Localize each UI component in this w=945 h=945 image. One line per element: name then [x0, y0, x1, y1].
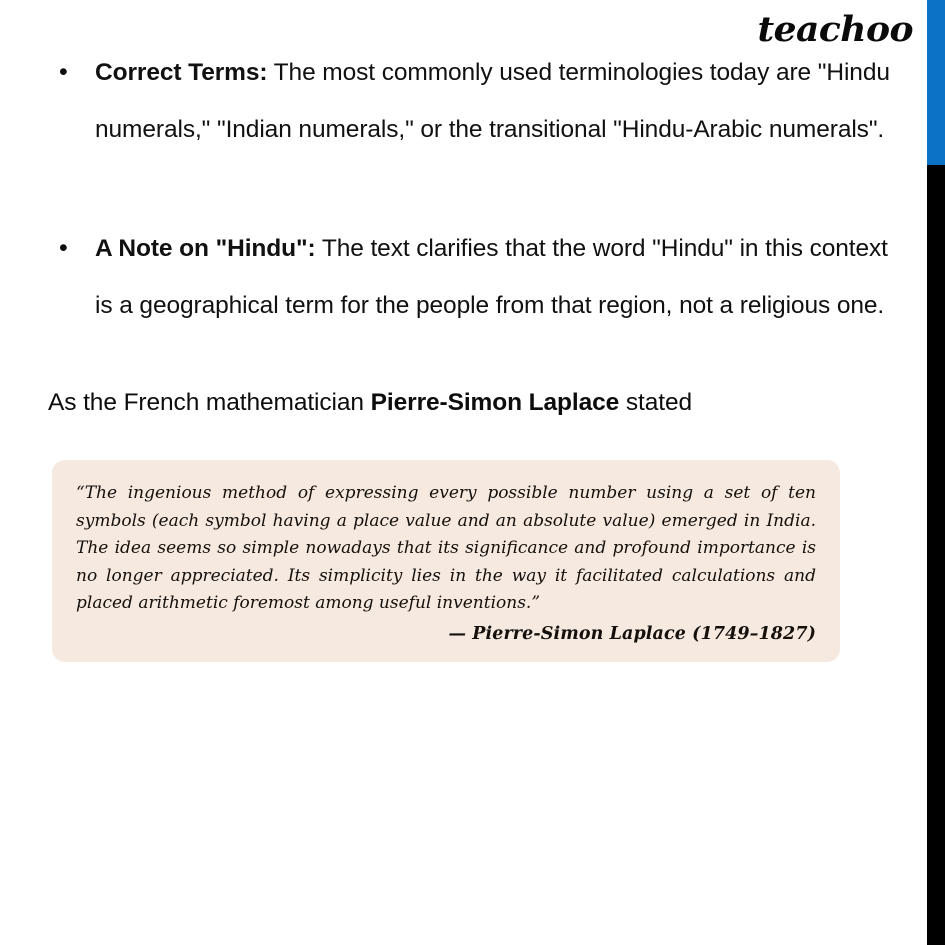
quote-card — [52, 460, 840, 662]
quote-intro-suffix: stated — [619, 389, 693, 416]
bullet-text — [95, 59, 890, 143]
bullet-body-text: The most commonly used terminologies today are "Hindu numerals," "Indian numerals," or the transitional "Hindu-Arabic numerals". — [95, 59, 890, 143]
quote-attribution: — Pierre-Simon Laplace (1749–1827) — [448, 623, 816, 644]
bullet-item — [0, 220, 920, 334]
bullet-marker-icon: • — [59, 58, 68, 86]
quote-intro-prefix: As the French mathematician — [48, 389, 371, 416]
bullet-text — [95, 235, 888, 319]
quote-intro-line — [0, 388, 920, 418]
edge-accent-bar-blue — [927, 0, 945, 165]
edge-accent-bars — [927, 0, 945, 945]
bullet-lead-label: A Note on "Hindu": — [95, 235, 316, 262]
bullet-lead-label: Correct Terms: — [95, 59, 268, 86]
bullet-marker-icon: • — [59, 234, 68, 262]
edge-accent-bar-black — [927, 165, 945, 945]
quote-body-text: “The ingenious method of expressing every possible number using a set of ten symbols (each symbol having a place value and an absolute value) emerged in India. The idea seems so simple nowadays that its significance and profound importance is no longer appreciated. Its simplicity lies in the way it facilitated calculations and placed arithmetic foremost among useful inventions.” — [76, 483, 816, 613]
quote-intro-emphasis: Pierre-Simon Laplace — [370, 389, 620, 416]
teachoo-logo: teachoo — [757, 9, 913, 50]
bullet-item — [0, 44, 920, 158]
bullet-body-text: The text clarifies that the word "Hindu" in this context is a geographical term for the people from that region, not a religious one. — [95, 235, 888, 319]
